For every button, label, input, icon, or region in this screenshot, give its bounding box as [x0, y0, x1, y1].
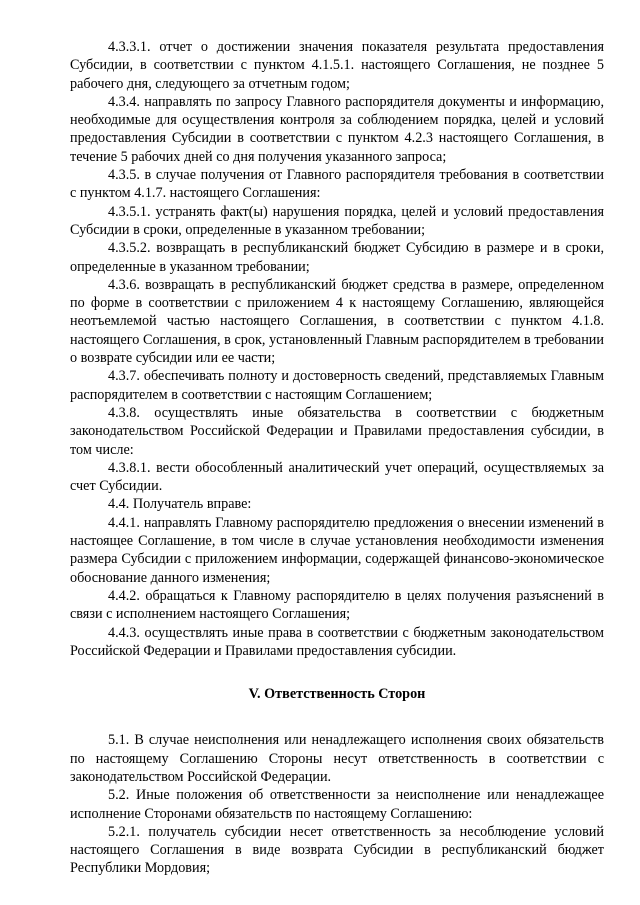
clause-5-2: 5.2. Иные положения об ответственности за неисполнение или ненадлежащее исполнение Сторонами обязательств по настоящему Соглашению:	[70, 787, 604, 822]
clause-4-3-7: 4.3.7. обеспечивать полноту и достоверность сведений, представляемых Главным распорядителем в соответствии с настоящим Соглашением;	[70, 368, 604, 403]
document-page	[70, 38, 604, 878]
clause-5-1: 5.1. В случае неисполнения или ненадлежащего исполнения своих обязательств по настоящему Соглашению Стороны несут ответственность в соответствии с законодательством Российской Федерации.	[70, 732, 604, 785]
clause-4-3-5-1: 4.3.5.1. устранять факт(ы) нарушения порядка, целей и условий предоставления Субсидии в сроки, определенные в указанном требовании;	[70, 203, 604, 238]
clause-4-3-8: 4.3.8. осуществлять иные обязательства в соответствии с бюджетным законодательством Российской Федерации и Правилами предоставления субсидии, в том числе:	[70, 404, 604, 458]
section-title: V. Ответственность Сторон	[248, 686, 426, 703]
clause-4-4: 4.4. Получатель вправе:	[108, 496, 252, 513]
clause-4-3-6: 4.3.6. возвращать в республиканский бюджет средства в размере, определенном по форме в соответствии с приложением 4 к настоящему Соглашению, являющейся неотъемлемой частью настоящего Соглашения, в соответствии с пунктом 4.1.8. настоящего Соглашения, в срок, установленный Главным распорядителем в требовании о возврате субсидии или ее части;	[70, 276, 604, 367]
clause-4-4-3: 4.4.3. осуществлять иные права в соответствии с бюджетным законодательством Российской Федерации и Правилами предоставления субсидии.	[70, 624, 604, 659]
clause-5-2-1: 5.2.1. получатель субсидии несет ответственность за несоблюдение условий настоящего Соглашения в виде возврата Субсидии в республиканский бюджет Республики Мордовия;	[70, 823, 604, 877]
clauses-section-4	[70, 38, 604, 660]
clauses-section-5	[70, 731, 604, 877]
clause-4-4-1: 4.4.1. направлять Главному распорядителю предложения о внесении изменений в настоящее Соглашение, в том числе в случае установления необходимости изменения размера Субсидии с приложением информации, содержащей финансово-экономическое обоснование данного изменения;	[70, 514, 604, 586]
clause-4-3-8-1: 4.3.8.1. вести обособленный аналитический учет операций, осуществляемых за счет Субсидии.	[70, 459, 604, 495]
clause-4-4-2: 4.4.2. обращаться к Главному распорядителю в целях получения разъяснений в связи с исполнением настоящего Соглашения;	[70, 587, 604, 623]
clause-4-3-5-2: 4.3.5.2. возвращать в республиканский бюджет Субсидию в размере и в сроки, определенные в указанном требовании;	[70, 240, 604, 275]
clause-4-3-3-1: 4.3.3.1. отчет о достижении значения показателя результата предоставления Субсидии, в соответствии с пунктом 4.1.5.1. настоящего Соглашения, не позднее 5 рабочего дня, следующего за отчетным годом;	[70, 39, 604, 92]
clause-4-3-5: 4.3.5. в случае получения от Главного распорядителя требования в соответствии с пунктом 4.1.7. настоящего Соглашения:	[70, 167, 604, 202]
clause-4-3-4: 4.3.4. направлять по запросу Главного распорядителя документы и информацию, необходимые для осуществления контроля за соблюдением порядка, целей и условий предоставления Субсидии в соответствии с пунктом 4.2.3 настоящего Соглашения, в течение 5 рабочих дней со дня получения указанного запроса;	[70, 93, 604, 165]
